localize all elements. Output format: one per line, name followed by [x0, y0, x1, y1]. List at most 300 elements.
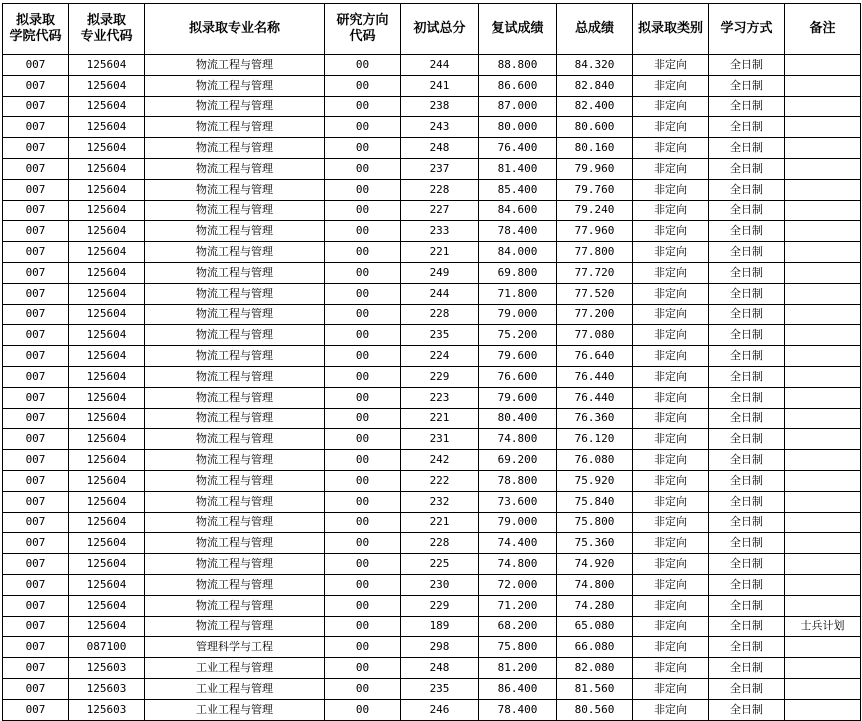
- cell-direction-code: 00: [325, 616, 401, 637]
- cell-preliminary-score: 235: [401, 325, 479, 346]
- cell-study-mode: 全日制: [709, 678, 785, 699]
- cell-preliminary-score: 244: [401, 283, 479, 304]
- cell-direction-code: 00: [325, 96, 401, 117]
- cell-study-mode: 全日制: [709, 616, 785, 637]
- cell-admission-type: 非定向: [633, 595, 709, 616]
- cell-college-code: 007: [3, 55, 69, 76]
- header-admission-type-line1: 拟录取类别: [637, 21, 703, 36]
- cell-admission-type: 非定向: [633, 325, 709, 346]
- header-total-score-line1: 总成绩: [574, 21, 614, 36]
- cell-study-mode: 全日制: [709, 658, 785, 679]
- cell-remarks: 士兵计划: [785, 616, 861, 637]
- cell-retest-score: 73.600: [479, 491, 557, 512]
- cell-college-code: 007: [3, 470, 69, 491]
- cell-remarks: [785, 387, 861, 408]
- cell-study-mode: 全日制: [709, 491, 785, 512]
- header-major-name: [145, 4, 325, 55]
- cell-preliminary-score: 221: [401, 512, 479, 533]
- cell-major-name: 物流工程与管理: [145, 304, 325, 325]
- header-total-score: [557, 4, 633, 55]
- header-major-code: [69, 4, 145, 55]
- cell-major-code: 125604: [69, 304, 145, 325]
- cell-remarks: [785, 179, 861, 200]
- cell-preliminary-score: 231: [401, 429, 479, 450]
- cell-retest-score: 75.800: [479, 637, 557, 658]
- cell-major-code: 125604: [69, 96, 145, 117]
- cell-direction-code: 00: [325, 304, 401, 325]
- header-remarks-line1: 备注: [809, 21, 836, 36]
- cell-retest-score: 84.600: [479, 200, 557, 221]
- cell-direction-code: 00: [325, 179, 401, 200]
- cell-retest-score: 71.800: [479, 283, 557, 304]
- cell-total-score: 74.920: [557, 554, 633, 575]
- cell-study-mode: 全日制: [709, 637, 785, 658]
- header-retest-score-line1: 复试成绩: [491, 21, 544, 36]
- table-row: [3, 387, 861, 408]
- cell-preliminary-score: 237: [401, 158, 479, 179]
- table-row: [3, 179, 861, 200]
- cell-major-code: 125604: [69, 346, 145, 367]
- cell-major-name: 工业工程与管理: [145, 678, 325, 699]
- cell-study-mode: 全日制: [709, 346, 785, 367]
- cell-remarks: [785, 574, 861, 595]
- cell-study-mode: 全日制: [709, 304, 785, 325]
- cell-admission-type: 非定向: [633, 117, 709, 138]
- cell-major-name: 物流工程与管理: [145, 138, 325, 159]
- cell-major-code: 125604: [69, 200, 145, 221]
- cell-direction-code: 00: [325, 554, 401, 575]
- cell-preliminary-score: 224: [401, 346, 479, 367]
- cell-direction-code: 00: [325, 574, 401, 595]
- cell-college-code: 007: [3, 366, 69, 387]
- header-preliminary-score-line1: 初试总分: [413, 21, 466, 36]
- cell-remarks: [785, 200, 861, 221]
- table-row: [3, 429, 861, 450]
- cell-college-code: 007: [3, 158, 69, 179]
- cell-preliminary-score: 248: [401, 658, 479, 679]
- cell-college-code: 007: [3, 387, 69, 408]
- cell-retest-score: 88.800: [479, 55, 557, 76]
- cell-major-code: 125604: [69, 75, 145, 96]
- cell-total-score: 75.800: [557, 512, 633, 533]
- cell-major-code: 125604: [69, 554, 145, 575]
- cell-direction-code: 00: [325, 325, 401, 346]
- cell-total-score: 77.960: [557, 221, 633, 242]
- cell-admission-type: 非定向: [633, 158, 709, 179]
- cell-major-name: 物流工程与管理: [145, 262, 325, 283]
- cell-direction-code: 00: [325, 470, 401, 491]
- cell-retest-score: 86.600: [479, 75, 557, 96]
- cell-college-code: 007: [3, 658, 69, 679]
- cell-preliminary-score: 221: [401, 408, 479, 429]
- cell-direction-code: 00: [325, 512, 401, 533]
- cell-preliminary-score: 229: [401, 366, 479, 387]
- header-direction-code: [325, 4, 401, 55]
- cell-college-code: 007: [3, 554, 69, 575]
- cell-admission-type: 非定向: [633, 221, 709, 242]
- cell-major-code: 125604: [69, 574, 145, 595]
- cell-major-name: 物流工程与管理: [145, 242, 325, 263]
- cell-total-score: 75.920: [557, 470, 633, 491]
- cell-retest-score: 76.400: [479, 138, 557, 159]
- cell-remarks: [785, 450, 861, 471]
- cell-preliminary-score: 221: [401, 242, 479, 263]
- cell-study-mode: 全日制: [709, 429, 785, 450]
- cell-college-code: 007: [3, 283, 69, 304]
- cell-total-score: 74.280: [557, 595, 633, 616]
- cell-major-name: 物流工程与管理: [145, 387, 325, 408]
- cell-total-score: 75.360: [557, 533, 633, 554]
- cell-major-code: 125603: [69, 699, 145, 720]
- cell-study-mode: 全日制: [709, 221, 785, 242]
- cell-admission-type: 非定向: [633, 491, 709, 512]
- cell-remarks: [785, 470, 861, 491]
- cell-college-code: 007: [3, 325, 69, 346]
- cell-college-code: 007: [3, 678, 69, 699]
- cell-remarks: [785, 658, 861, 679]
- cell-direction-code: 00: [325, 138, 401, 159]
- cell-retest-score: 84.000: [479, 242, 557, 263]
- cell-direction-code: 00: [325, 200, 401, 221]
- cell-major-code: 125603: [69, 658, 145, 679]
- table-row: [3, 221, 861, 242]
- cell-remarks: [785, 637, 861, 658]
- cell-study-mode: 全日制: [709, 262, 785, 283]
- cell-major-name: 物流工程与管理: [145, 325, 325, 346]
- cell-college-code: 007: [3, 200, 69, 221]
- cell-study-mode: 全日制: [709, 512, 785, 533]
- cell-major-code: 125604: [69, 616, 145, 637]
- cell-major-code: 125604: [69, 221, 145, 242]
- cell-remarks: [785, 366, 861, 387]
- cell-major-code: 125604: [69, 387, 145, 408]
- cell-total-score: 82.840: [557, 75, 633, 96]
- cell-retest-score: 79.000: [479, 304, 557, 325]
- cell-remarks: [785, 325, 861, 346]
- cell-total-score: 79.960: [557, 158, 633, 179]
- cell-remarks: [785, 221, 861, 242]
- cell-preliminary-score: 243: [401, 117, 479, 138]
- cell-major-name: 物流工程与管理: [145, 346, 325, 367]
- cell-total-score: 76.120: [557, 429, 633, 450]
- cell-study-mode: 全日制: [709, 366, 785, 387]
- table-row: [3, 325, 861, 346]
- cell-admission-type: 非定向: [633, 512, 709, 533]
- cell-direction-code: 00: [325, 387, 401, 408]
- cell-preliminary-score: 248: [401, 138, 479, 159]
- cell-admission-type: 非定向: [633, 304, 709, 325]
- cell-admission-type: 非定向: [633, 699, 709, 720]
- cell-study-mode: 全日制: [709, 387, 785, 408]
- cell-major-name: 物流工程与管理: [145, 408, 325, 429]
- cell-direction-code: 00: [325, 429, 401, 450]
- cell-preliminary-score: 223: [401, 387, 479, 408]
- cell-admission-type: 非定向: [633, 55, 709, 76]
- cell-major-name: 物流工程与管理: [145, 450, 325, 471]
- cell-direction-code: 00: [325, 595, 401, 616]
- cell-major-name: 物流工程与管理: [145, 158, 325, 179]
- cell-admission-type: 非定向: [633, 450, 709, 471]
- cell-preliminary-score: 241: [401, 75, 479, 96]
- cell-retest-score: 87.000: [479, 96, 557, 117]
- cell-retest-score: 76.600: [479, 366, 557, 387]
- cell-preliminary-score: 298: [401, 637, 479, 658]
- cell-retest-score: 80.400: [479, 408, 557, 429]
- cell-college-code: 007: [3, 637, 69, 658]
- cell-major-name: 物流工程与管理: [145, 179, 325, 200]
- header-remarks: [785, 4, 861, 55]
- header-direction-code-line1: 研究方向: [336, 13, 389, 28]
- cell-admission-type: 非定向: [633, 387, 709, 408]
- cell-total-score: 80.600: [557, 117, 633, 138]
- table-body: [3, 55, 861, 721]
- header-college-code: [3, 4, 69, 55]
- header-preliminary-score: [401, 4, 479, 55]
- cell-remarks: [785, 96, 861, 117]
- cell-admission-type: 非定向: [633, 366, 709, 387]
- cell-total-score: 80.560: [557, 699, 633, 720]
- cell-remarks: [785, 533, 861, 554]
- table-row: [3, 533, 861, 554]
- cell-major-code: 125604: [69, 429, 145, 450]
- cell-direction-code: 00: [325, 346, 401, 367]
- table-row: [3, 283, 861, 304]
- cell-study-mode: 全日制: [709, 138, 785, 159]
- cell-retest-score: 74.800: [479, 554, 557, 575]
- cell-remarks: [785, 678, 861, 699]
- cell-remarks: [785, 117, 861, 138]
- cell-major-code: 125604: [69, 491, 145, 512]
- cell-study-mode: 全日制: [709, 450, 785, 471]
- cell-preliminary-score: 228: [401, 304, 479, 325]
- cell-total-score: 80.160: [557, 138, 633, 159]
- cell-retest-score: 74.400: [479, 533, 557, 554]
- cell-admission-type: 非定向: [633, 658, 709, 679]
- cell-major-code: 125604: [69, 283, 145, 304]
- cell-remarks: [785, 304, 861, 325]
- cell-study-mode: 全日制: [709, 158, 785, 179]
- cell-study-mode: 全日制: [709, 533, 785, 554]
- cell-major-name: 物流工程与管理: [145, 554, 325, 575]
- cell-study-mode: 全日制: [709, 595, 785, 616]
- table-row: [3, 366, 861, 387]
- cell-college-code: 007: [3, 450, 69, 471]
- cell-retest-score: 78.400: [479, 221, 557, 242]
- cell-college-code: 007: [3, 512, 69, 533]
- cell-retest-score: 86.400: [479, 678, 557, 699]
- header-row: [3, 4, 861, 55]
- cell-major-name: 物流工程与管理: [145, 574, 325, 595]
- cell-total-score: 82.400: [557, 96, 633, 117]
- cell-total-score: 74.800: [557, 574, 633, 595]
- cell-retest-score: 78.400: [479, 699, 557, 720]
- cell-admission-type: 非定向: [633, 242, 709, 263]
- cell-retest-score: 81.200: [479, 658, 557, 679]
- cell-major-code: 125604: [69, 138, 145, 159]
- cell-major-name: 工业工程与管理: [145, 658, 325, 679]
- cell-college-code: 007: [3, 262, 69, 283]
- header-retest-score: [479, 4, 557, 55]
- cell-college-code: 007: [3, 179, 69, 200]
- cell-total-score: 76.360: [557, 408, 633, 429]
- cell-major-name: 物流工程与管理: [145, 283, 325, 304]
- cell-study-mode: 全日制: [709, 470, 785, 491]
- table-row: [3, 200, 861, 221]
- cell-retest-score: 85.400: [479, 179, 557, 200]
- cell-remarks: [785, 262, 861, 283]
- header-college-code-line1: 拟录取: [15, 13, 55, 28]
- table-row: [3, 117, 861, 138]
- cell-admission-type: 非定向: [633, 429, 709, 450]
- header-study-mode-line1: 学习方式: [720, 21, 773, 36]
- cell-major-name: 物流工程与管理: [145, 533, 325, 554]
- cell-major-code: 125604: [69, 595, 145, 616]
- cell-major-code: 125604: [69, 158, 145, 179]
- table-row: [3, 450, 861, 471]
- cell-college-code: 007: [3, 221, 69, 242]
- cell-retest-score: 80.000: [479, 117, 557, 138]
- cell-remarks: [785, 408, 861, 429]
- cell-preliminary-score: 242: [401, 450, 479, 471]
- table-row: [3, 491, 861, 512]
- cell-remarks: [785, 346, 861, 367]
- cell-major-code: 125604: [69, 179, 145, 200]
- cell-retest-score: 75.200: [479, 325, 557, 346]
- cell-retest-score: 69.200: [479, 450, 557, 471]
- cell-college-code: 007: [3, 574, 69, 595]
- header-major-name-line1: 拟录取专业名称: [188, 21, 280, 36]
- cell-remarks: [785, 512, 861, 533]
- cell-major-name: 物流工程与管理: [145, 429, 325, 450]
- cell-total-score: 77.200: [557, 304, 633, 325]
- cell-study-mode: 全日制: [709, 55, 785, 76]
- cell-college-code: 007: [3, 616, 69, 637]
- cell-preliminary-score: 189: [401, 616, 479, 637]
- table-header: [3, 4, 861, 55]
- cell-direction-code: 00: [325, 242, 401, 263]
- cell-total-score: 75.840: [557, 491, 633, 512]
- cell-major-code: 125604: [69, 366, 145, 387]
- cell-retest-score: 69.800: [479, 262, 557, 283]
- cell-retest-score: 79.000: [479, 512, 557, 533]
- cell-preliminary-score: 235: [401, 678, 479, 699]
- cell-direction-code: 00: [325, 75, 401, 96]
- cell-college-code: 007: [3, 491, 69, 512]
- cell-study-mode: 全日制: [709, 574, 785, 595]
- cell-direction-code: 00: [325, 158, 401, 179]
- cell-total-score: 66.080: [557, 637, 633, 658]
- cell-total-score: 81.560: [557, 678, 633, 699]
- cell-college-code: 007: [3, 75, 69, 96]
- cell-remarks: [785, 699, 861, 720]
- cell-major-name: 物流工程与管理: [145, 75, 325, 96]
- cell-admission-type: 非定向: [633, 554, 709, 575]
- cell-admission-type: 非定向: [633, 96, 709, 117]
- cell-study-mode: 全日制: [709, 283, 785, 304]
- cell-total-score: 84.320: [557, 55, 633, 76]
- admission-table: [2, 3, 861, 721]
- cell-major-code: 125604: [69, 117, 145, 138]
- cell-major-name: 物流工程与管理: [145, 96, 325, 117]
- table-row: [3, 678, 861, 699]
- cell-admission-type: 非定向: [633, 533, 709, 554]
- cell-admission-type: 非定向: [633, 574, 709, 595]
- table-row: [3, 346, 861, 367]
- cell-study-mode: 全日制: [709, 179, 785, 200]
- cell-major-code: 125604: [69, 408, 145, 429]
- cell-admission-type: 非定向: [633, 200, 709, 221]
- cell-study-mode: 全日制: [709, 75, 785, 96]
- cell-direction-code: 00: [325, 408, 401, 429]
- cell-direction-code: 00: [325, 658, 401, 679]
- cell-direction-code: 00: [325, 117, 401, 138]
- cell-study-mode: 全日制: [709, 96, 785, 117]
- header-major-code-line1: 拟录取: [86, 13, 126, 28]
- cell-total-score: 79.760: [557, 179, 633, 200]
- cell-major-code: 125604: [69, 262, 145, 283]
- cell-total-score: 77.720: [557, 262, 633, 283]
- cell-major-name: 物流工程与管理: [145, 200, 325, 221]
- cell-college-code: 007: [3, 117, 69, 138]
- cell-major-name: 管理科学与工程: [145, 637, 325, 658]
- cell-major-code: 087100: [69, 637, 145, 658]
- cell-retest-score: 71.200: [479, 595, 557, 616]
- cell-preliminary-score: 228: [401, 533, 479, 554]
- cell-direction-code: 00: [325, 262, 401, 283]
- cell-retest-score: 79.600: [479, 346, 557, 367]
- cell-preliminary-score: 244: [401, 55, 479, 76]
- cell-major-code: 125604: [69, 325, 145, 346]
- cell-direction-code: 00: [325, 366, 401, 387]
- cell-preliminary-score: 229: [401, 595, 479, 616]
- cell-study-mode: 全日制: [709, 554, 785, 575]
- cell-total-score: 79.240: [557, 200, 633, 221]
- cell-direction-code: 00: [325, 221, 401, 242]
- cell-remarks: [785, 158, 861, 179]
- cell-total-score: 77.080: [557, 325, 633, 346]
- cell-direction-code: 00: [325, 283, 401, 304]
- cell-direction-code: 00: [325, 533, 401, 554]
- cell-college-code: 007: [3, 533, 69, 554]
- cell-admission-type: 非定向: [633, 283, 709, 304]
- cell-admission-type: 非定向: [633, 75, 709, 96]
- cell-college-code: 007: [3, 429, 69, 450]
- cell-total-score: 82.080: [557, 658, 633, 679]
- cell-admission-type: 非定向: [633, 678, 709, 699]
- cell-remarks: [785, 491, 861, 512]
- cell-preliminary-score: 222: [401, 470, 479, 491]
- cell-admission-type: 非定向: [633, 179, 709, 200]
- table-row: [3, 55, 861, 76]
- cell-major-name: 物流工程与管理: [145, 491, 325, 512]
- table-row: [3, 138, 861, 159]
- cell-preliminary-score: 225: [401, 554, 479, 575]
- table-row: [3, 304, 861, 325]
- cell-retest-score: 68.200: [479, 616, 557, 637]
- table-row: [3, 637, 861, 658]
- cell-admission-type: 非定向: [633, 262, 709, 283]
- cell-direction-code: 00: [325, 491, 401, 512]
- cell-admission-type: 非定向: [633, 408, 709, 429]
- cell-major-name: 物流工程与管理: [145, 366, 325, 387]
- cell-preliminary-score: 230: [401, 574, 479, 595]
- cell-admission-type: 非定向: [633, 138, 709, 159]
- cell-remarks: [785, 55, 861, 76]
- cell-total-score: 76.080: [557, 450, 633, 471]
- cell-major-code: 125604: [69, 470, 145, 491]
- cell-admission-type: 非定向: [633, 346, 709, 367]
- cell-college-code: 007: [3, 408, 69, 429]
